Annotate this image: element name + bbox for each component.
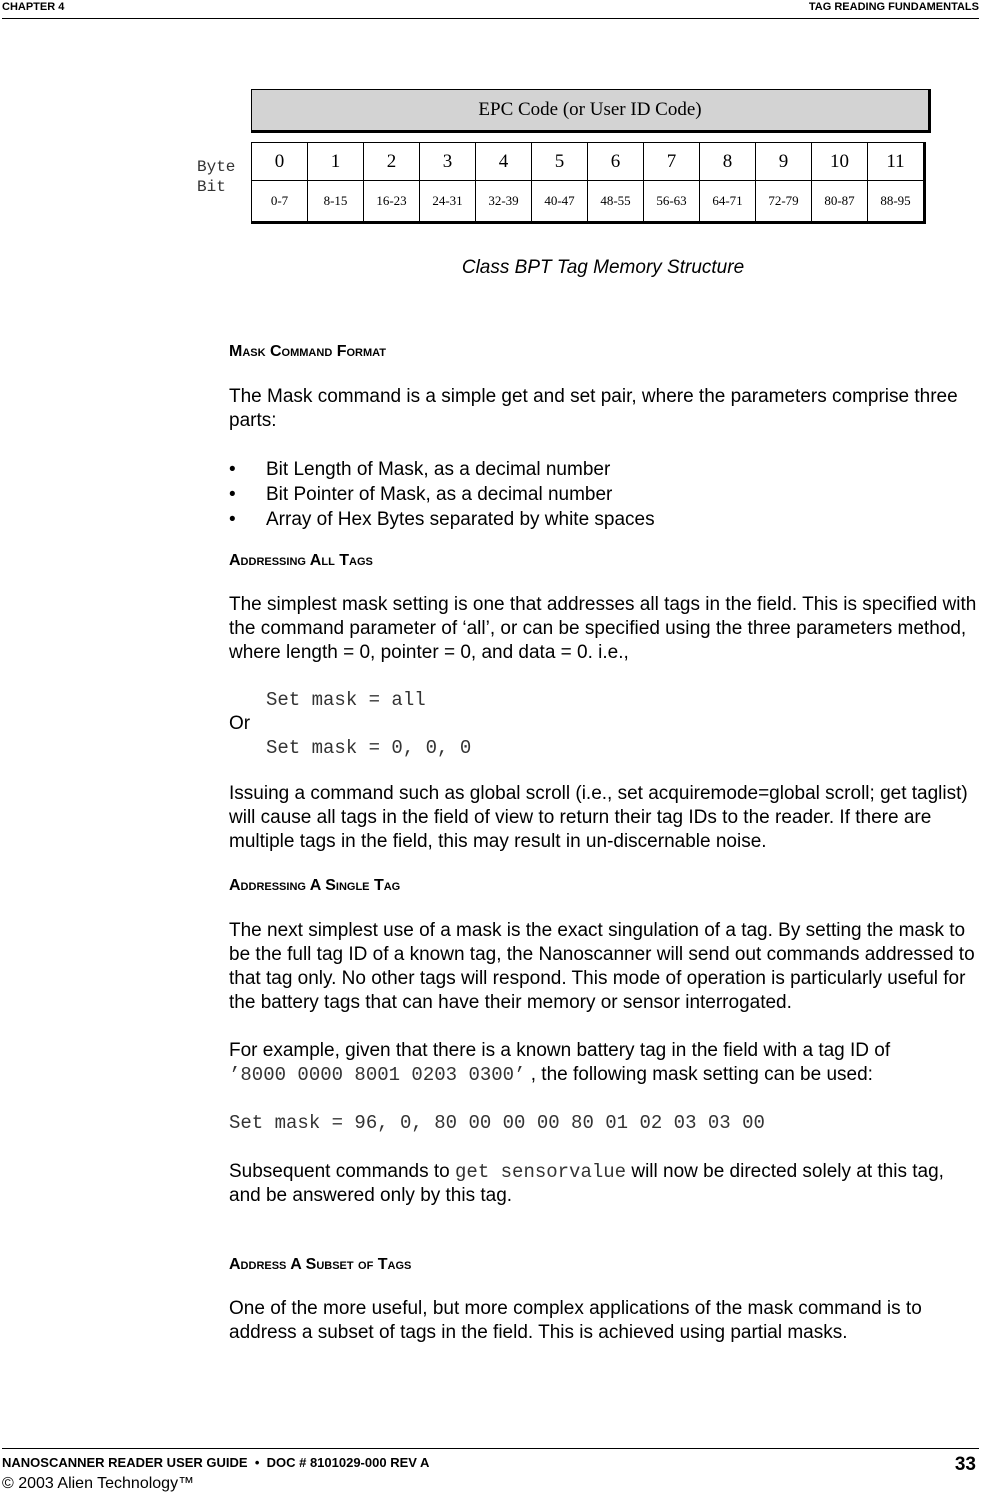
- list-item: • Bit Length of Mask, as a decimal number: [229, 458, 979, 483]
- byte-row: [252, 143, 925, 181]
- bit-cell: 48-55: [588, 181, 644, 223]
- bit-cell: 0-7: [252, 181, 308, 223]
- after-command: get sensorvalue: [455, 1161, 627, 1183]
- byte-cell: 9: [756, 143, 812, 181]
- subset-text: One of the more useful, but more complex applications of the mask command is to address a subset of tags in the field. This is achieved using partial masks.: [229, 1298, 922, 1343]
- mask-parts-list: [229, 458, 979, 533]
- all-tags-text: The simplest mask setting is one that addresses all tags in the field. This is specified with the command parameter of ‘all’, or can be specified using the three parameters method, where length = 0, pointer = 0, and data = 0. i.e.,: [229, 594, 977, 663]
- page-number: 33: [954, 1454, 976, 1475]
- footer-bullet: •: [254, 1455, 260, 1470]
- bit-cell: 24-31: [420, 181, 476, 223]
- code-set-mask-all: Set mask = all: [266, 689, 426, 711]
- byte-cell: 7: [644, 143, 700, 181]
- figure-caption: Class BPT Tag Memory Structure: [461, 257, 745, 278]
- or-text: Or: [229, 713, 251, 734]
- single-tag-example: [229, 1039, 979, 1087]
- heading-single-tag: Addressing A Single Tag: [229, 877, 401, 894]
- heading-subset: Address A Subset of Tags: [229, 1256, 412, 1273]
- heading-all-tags: Addressing All Tags: [229, 552, 373, 569]
- doc-number: DOC # 8101029-000 REV A: [266, 1455, 430, 1470]
- heading-mask-format: Mask Command Format: [229, 343, 386, 360]
- memory-structure-table: [251, 142, 926, 224]
- byte-cell: 8: [700, 143, 756, 181]
- page-footer: [2, 1448, 979, 1492]
- body-content: [229, 340, 979, 1345]
- code-set-mask-96: Set mask = 96, 0, 80 00 00 00 80 01 02 03 03 00: [229, 1112, 765, 1134]
- code-set-mask-zero: Set mask = 0, 0, 0: [266, 737, 472, 759]
- byte-cell: 1: [308, 143, 364, 181]
- byte-cell: 4: [476, 143, 532, 181]
- chapter-label: CHAPTER 4: [2, 1, 65, 13]
- byte-cell: 5: [532, 143, 588, 181]
- byte-cell: 11: [868, 143, 925, 181]
- bit-cell: 16-23: [364, 181, 420, 223]
- single-tag-after: [229, 1160, 979, 1208]
- example-tag-id: ’8000 0000 8001 0203 0300’: [229, 1064, 526, 1086]
- all-tags-text-2: Issuing a command such as global scroll (i.e., set acquiremode=global scroll; get taglist) will cause all tags in the field of view to return their tag IDs to the reader. If there are multiple tags in the field, this may result in un-discernable noise.: [229, 783, 968, 852]
- after-pre: Subsequent commands to: [229, 1161, 450, 1182]
- bit-cell: 64-71: [700, 181, 756, 223]
- section-label: TAG READING FUNDAMENTALS: [808, 1, 979, 13]
- example-pre: For example, given that there is a known battery tag in the field with a tag ID of: [229, 1040, 891, 1061]
- bit-row: [252, 181, 925, 223]
- bit-cell: 40-47: [532, 181, 588, 223]
- bit-cell: 56-63: [644, 181, 700, 223]
- footer-doc-line: [2, 1455, 429, 1470]
- epc-code-header: EPC Code (or User ID Code): [251, 89, 931, 133]
- bit-label: Bit: [197, 178, 226, 196]
- byte-cell: 2: [364, 143, 420, 181]
- after-post: will now be directed solely at this tag, and be answered only by this tag.: [229, 1161, 944, 1206]
- byte-cell: 3: [420, 143, 476, 181]
- bit-cell: 80-87: [812, 181, 868, 223]
- example-post: , the following mask setting can be used:: [530, 1064, 873, 1085]
- row-labels: [197, 157, 235, 197]
- single-tag-text: The next simplest use of a mask is the exact singulation of a tag. By setting the mask to be the full tag ID of a known tag, the Nanoscanner will send out commands addressed to that tag only. No other tags will respond. This mode of operation is particularly useful for the battery tags that can have their memory or sensor interrogated.: [229, 920, 975, 1013]
- bit-cell: 32-39: [476, 181, 532, 223]
- byte-cell: 10: [812, 143, 868, 181]
- byte-label: Byte: [197, 158, 236, 176]
- guide-title: NANOSCANNER READER USER GUIDE: [2, 1455, 248, 1470]
- list-item: • Bit Pointer of Mask, as a decimal number: [229, 483, 979, 508]
- list-item: • Array of Hex Bytes separated by white spaces: [229, 508, 979, 533]
- bit-cell: 88-95: [868, 181, 925, 223]
- bit-cell: 8-15: [308, 181, 364, 223]
- bit-cell: 72-79: [756, 181, 812, 223]
- mask-format-intro: The Mask command is a simple get and set pair, where the parameters comprise three parts:: [229, 386, 958, 431]
- copyright: © 2003 Alien Technology™: [2, 1475, 195, 1492]
- byte-cell: 6: [588, 143, 644, 181]
- page-header: [2, 0, 979, 19]
- byte-cell: 0: [252, 143, 308, 181]
